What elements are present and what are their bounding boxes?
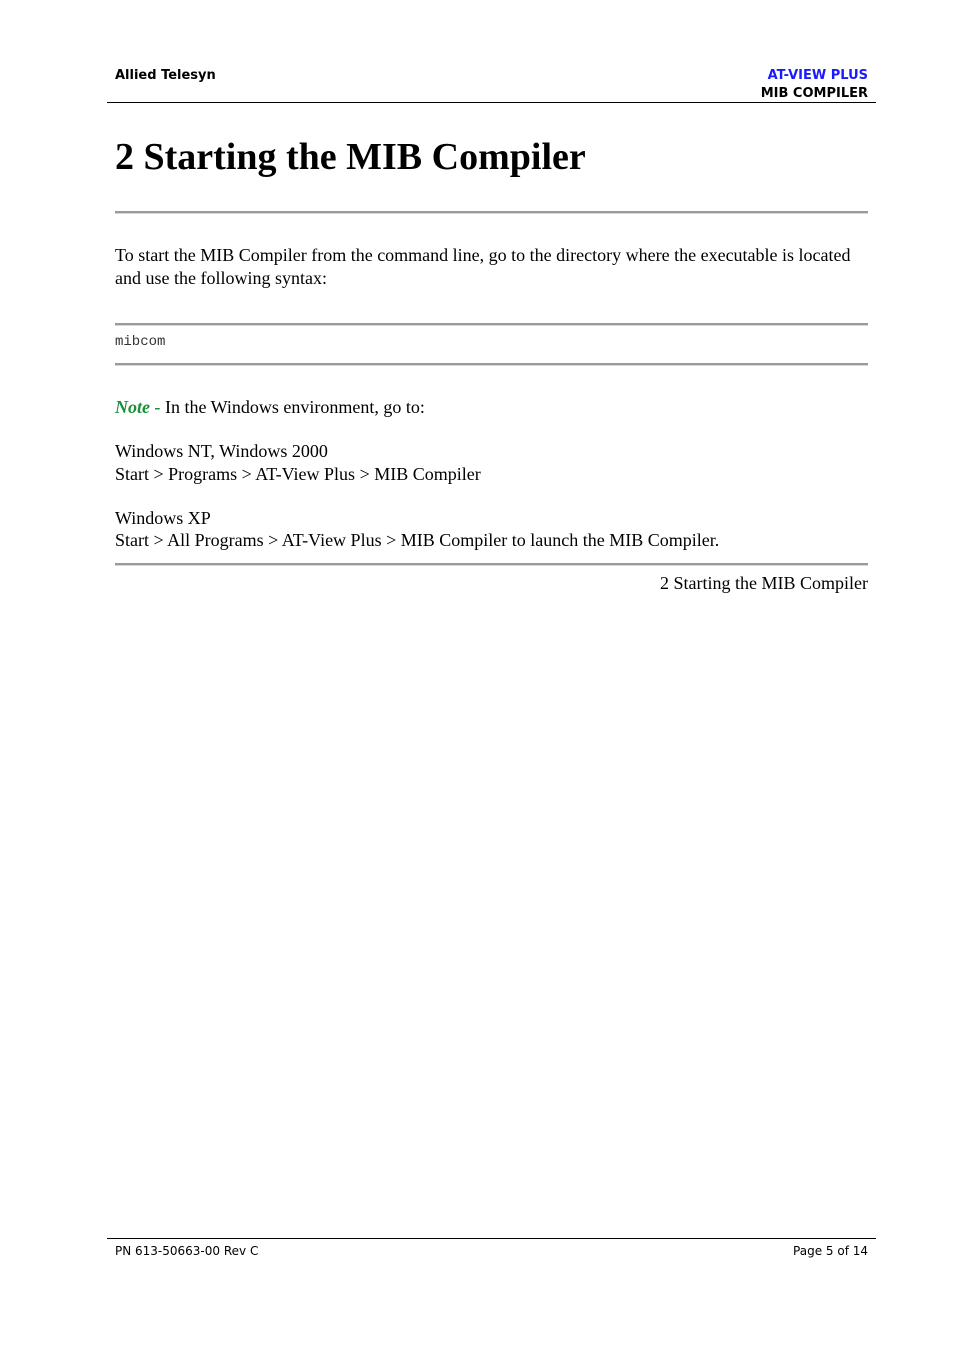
header-company: Allied Telesyn [115,68,216,83]
windows-xp-heading: Windows XP [115,508,211,528]
code-block-bottom-divider [115,363,868,366]
windows-nt-heading: Windows NT, Windows 2000 [115,441,328,461]
footer-part-number: PN 613-50663-00 Rev C [115,1244,259,1258]
header-section: MIB COMPILER [760,86,868,101]
note-paragraph [115,396,875,419]
code-block-top-divider [115,323,868,326]
windows-nt-path: Start > Programs > AT-View Plus > MIB Compiler [115,464,481,484]
note-text: In the Windows environment, go to: [160,397,425,417]
title-divider [115,211,868,214]
section-end-divider [115,563,868,566]
header-product: AT-VIEW PLUS [767,68,868,83]
command-syntax: mibcom [115,334,166,350]
windows-xp-path: Start > All Programs > AT-View Plus > MIB Compiler to launch the MIB Compiler. [115,530,720,550]
note-label: Note - [115,397,161,417]
page-title: 2 Starting the MIB Compiler [115,136,586,178]
section-caption: 2 Starting the MIB Compiler [660,573,868,593]
intro-paragraph: To start the MIB Compiler from the command line, go to the directory where the executable is located and use the following syntax: [115,245,851,288]
header-divider [107,102,876,103]
footer-divider [107,1238,876,1239]
footer-page-number: Page 5 of 14 [793,1244,868,1258]
